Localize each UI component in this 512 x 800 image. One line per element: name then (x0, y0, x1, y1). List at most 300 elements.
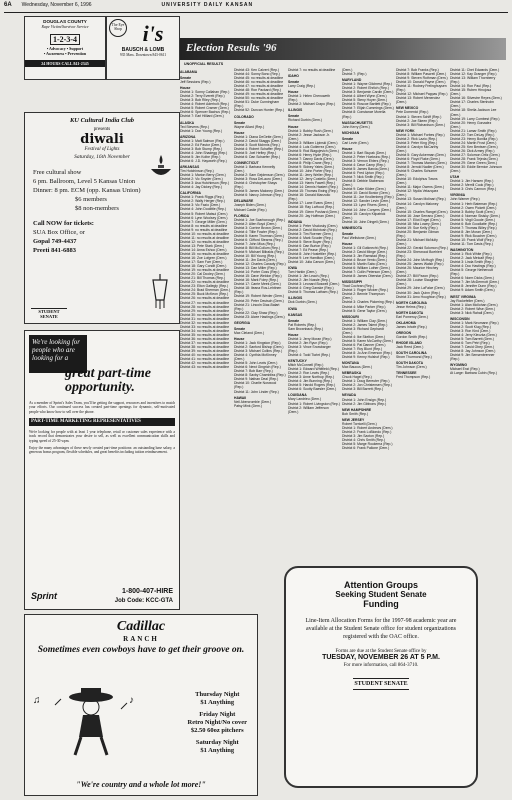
contact-2: Preeti 841-6883 (33, 247, 77, 254)
state-heading: HAWAII (234, 395, 247, 400)
result-line: District 2: Frank LoBiondo (Rep.) (342, 429, 392, 434)
result-line: District 5: John Lewis (Dem.) (234, 361, 278, 366)
state-heading: Senate (288, 318, 300, 323)
state-heading: House (288, 124, 299, 129)
result-line: District 6: Floyd Flake (Dem.) (396, 156, 440, 161)
result-line: District 8: Jo Ann Emerson (Rep.) (342, 351, 393, 356)
result-line: Robert Torricelli (Dem.) (342, 421, 377, 426)
result-line: District 3: Anne Northup (Rep.) (288, 375, 335, 380)
state-heading: ILLINOIS (288, 108, 303, 113)
result-line: District 25: Buck McKeon (Rep.) (180, 292, 229, 297)
result-line: District 14: Anna Eshoo (Dem.) (180, 247, 227, 252)
result-line: District 3: Chris Cannon (Rep.) (450, 187, 497, 192)
sponsor-logo: STUDENT SENATE (31, 308, 67, 319)
result-line: District 10: Bill Young (Rep.) (234, 254, 277, 259)
result-line: District 20: Peter Deutsch (Dem.) (234, 298, 284, 303)
result-line: District 1: Jack Kingston (Rep.) (234, 340, 281, 345)
result-line: District 2: Scott Klug (Rep.) (450, 324, 491, 329)
result-line: District 8: Philip Crane (Rep.) (288, 160, 332, 165)
result-line: District 26: no results at deadline (180, 296, 230, 301)
result-line: District 4: Greg Ganske (Rep.) (288, 286, 334, 291)
result-line: District 4: Robert Aderholt (Rep.) (180, 102, 229, 107)
result-line: District 2: Owen Pickett (Dem.) (450, 205, 497, 210)
result-line: District 10: Donald Payne (Dem.) (396, 80, 446, 85)
result-line: District 31: Amo Houghton (Rep.) (396, 294, 446, 299)
result-line: District 7: Roy Blunt (Rep.) (342, 347, 383, 351)
saturday-deal: $1 Anything (200, 747, 235, 754)
result-line: District 5: Thomas Latham (Rep.) (288, 290, 338, 295)
result-line: District 3: Vic Fazio (Dem.) (180, 203, 221, 208)
result-line: District 2: Bennie Thompson (Dem.) (342, 292, 385, 301)
result-line: Joseph Biden (Dem.) (234, 203, 266, 208)
eye-shop-logo: i's (142, 21, 164, 46)
result-line: District 6: Bob Goodlatte (Rep.) (450, 221, 498, 226)
result-line: District 48: Ron Packard (Rep.) (234, 88, 281, 93)
result-line: District 10: Julia Carson (Dem.) (288, 260, 336, 265)
state-heading: ALABAMA (180, 70, 198, 74)
result-line: District 6: Tom Petri (Rep.) (450, 341, 490, 346)
result-line: Michael Enzi (Rep.) (450, 367, 480, 372)
results-title: Election Results '96 (186, 42, 277, 54)
result-line: District 1: Jim Hansen (Rep.) (450, 179, 494, 184)
state-heading: NEW JERSEY (342, 417, 365, 422)
result-line: District 15: Charles Rangel (Dem.) (396, 209, 448, 214)
result-line: Thad Cochran (Rep.) (342, 284, 374, 289)
result-line: District 6: Spencer Bachus (Rep.) (180, 110, 231, 115)
result-line: District 2: Sam Gejdenson (Dem.) (234, 173, 285, 178)
result-line: District 3: Scott McInnis (Rep.) (234, 142, 280, 147)
result-line: District 10: no results at deadline (180, 231, 230, 236)
result-line: District 2: Jim Nussle (Rep.) (288, 278, 331, 283)
result-line: District 3: Vince Snowbarger (Rep.) (288, 344, 331, 353)
result-line: District 8: Constance Morella (Rep.) (342, 110, 386, 119)
result-line: District 15: Thomas Ewing (Rep.) (288, 189, 338, 194)
result-line: District 2: Sanford Bishop (Dem.) (234, 345, 284, 349)
result-line: District 25: James Walsh (Rep.) (396, 262, 444, 267)
result-line: District 8: Saxby Chambliss (Rep.) (234, 373, 286, 378)
result-line: District 26: Maurice Hinchey (Dem.) (396, 266, 439, 275)
result-line: District 13: William Thornberry (Rep.) (450, 76, 496, 85)
result-line: District 23: Alcee Hastings (Dem.) (234, 314, 285, 319)
result-line: District 11: Chet Edwards (Dem.) (450, 68, 500, 72)
sprint-body-3: Enjoy the many advantages of these newly created part-time positions: an outstanding base salary, a generous bonus program, flexible schedules, and great benefits including tuition reimbursement. (29, 446, 175, 455)
result-line: District 9: Sidney Yates (Dem.) (288, 164, 335, 169)
result-line: District 8: no results at deadline (180, 223, 228, 228)
result-line: District 1: Mark Neumann (Rep.) (450, 320, 499, 325)
result-line: District 5: Robert Matsui (Dem.) (180, 211, 228, 216)
result-line: District 24: Brad Sherman (Dem.) (180, 288, 231, 293)
result-line: District 30: Eddie Bernice Johnson (Dem.) (450, 165, 502, 174)
result-line: District 3: Bobby Scott (Dem.) (450, 209, 495, 214)
result-line: Strom Thurmond (Rep.) (396, 355, 432, 360)
festival-subtitle: Festival of Lights (84, 147, 120, 152)
state-heading: FLORIDA (234, 213, 250, 218)
friday-deal: $2.50 60oz pitchers (190, 727, 244, 734)
result-line: District 2: Joe Skeen (Rep.) (396, 118, 438, 123)
result-line: Pat Roberts (Rep.) (288, 322, 317, 327)
result-line: District 3: Corrine Brown (Dem.) (234, 225, 283, 230)
result-line: Patsy Mink (Dem.) (234, 403, 262, 408)
result-line: District 45: no results at deadline (234, 76, 284, 81)
result-line: District 9: Steven Rothman (Dem.) (396, 76, 448, 81)
result-line: James Inhofe (Rep.) (396, 324, 427, 329)
result-line: Tim Hutchinson (Rep.) (180, 169, 214, 174)
result-line: District 7: Thomas Manton (Dem.) (396, 161, 447, 166)
event-venue: 6 pm. Ballroom, Level 5 Kansas Union (33, 178, 136, 185)
result-line: District 5: Marge Roukema (Rep.) (342, 441, 393, 446)
results-column (342, 68, 394, 562)
result-line: District 1: Jerry Moran (Rep.) (288, 336, 332, 341)
senate-due: Forms are due at the Student Senate office by (335, 649, 427, 654)
result-line: District 4: Christopher Shays (Rep.) (234, 181, 277, 190)
result-line: District 22: Tom DeLay (Rep.) (450, 132, 495, 137)
result-line: District 10: John Porter (Rep.) (288, 169, 333, 174)
diwali-title: diwali (80, 132, 124, 147)
result-line: District 2: Robert Wise (Dem.) (450, 306, 496, 311)
result-line: District 17: Lane Evans (Dem.) (288, 201, 335, 206)
result-line: Earl Pomeroy (Dem.) (396, 314, 428, 319)
result-line: Sam Brownback (Rep.) (288, 326, 324, 331)
result-line: District 5: Steve Buyer (Rep.) (288, 239, 332, 244)
cowboy-icon (51, 685, 131, 762)
result-line: District 7: Earl Hilliard (Dem.) (180, 114, 224, 119)
result-line: Chuck Hagel (Rep.) (342, 375, 372, 380)
result-line: District 6: Fred Upton (Rep.) (342, 171, 385, 176)
presents-label: presents (93, 127, 111, 132)
contact-1: Gopal 749-4437 (33, 238, 77, 245)
result-line: District 7: David Obey (Dem.) (450, 345, 495, 350)
result-line: District 5: George Nethercutt (Rep.) (450, 268, 493, 277)
result-line: District 1: Gil Gutknecht (Rep.) (342, 245, 388, 250)
result-line: District 2: Ed Pastor (Dem.) (180, 142, 222, 147)
state-heading: COLORADO (234, 114, 254, 119)
result-line: District 14: Carolyn Maloney (Dem.) (396, 201, 439, 210)
result-line: District 10: Charlie Norwood (Rep.) (234, 381, 277, 390)
result-line: District 3: Michael Collins (Rep.) (234, 349, 283, 354)
result-line: District 6: Nancy Johnson (Rep.) (234, 193, 283, 198)
sprint-subhead: PART-TIME MARKETING REPRESENTATIVES (29, 418, 175, 426)
cadillac-headline: Sometimes even cowboys have to get their groove on. (37, 645, 245, 655)
senate-deadline: TUESDAY, NOVEMBER 26 AT 5 P.M. (322, 654, 440, 661)
result-line: District 11: Jim Davis (Dem.) (234, 258, 277, 263)
result-line: District 9: Nathan Deal (Rep.) (234, 377, 279, 382)
result-line: District 15: no results at deadline (180, 251, 230, 256)
result-line: District 20: Cal Dooley (Dem.) (180, 272, 225, 277)
result-line: District 38: no results at deadline (180, 345, 230, 350)
ad-line-1: • Advocacy • Support (46, 46, 84, 51)
result-line: Jay Rockefeller (Dem.) (450, 298, 485, 303)
issue-date: Wednesday, November 6, 1996 (21, 2, 92, 8)
result-line: Jeff Sessions (Rep.) (180, 80, 211, 85)
result-line: District 7: Nick Smith (Rep.) (342, 175, 384, 180)
result-line: District 2: David McIntosh (Rep.) (288, 227, 337, 232)
result-line: District 3: Tim Roemer (Dem.) (288, 231, 333, 236)
result-line: Carl Levin (Dem.) (342, 140, 369, 145)
result-line: Max Baucus (Dem.) (342, 365, 372, 370)
result-line: District 43: no results at deadline (180, 365, 230, 370)
state-heading: OKLAHOMA (396, 320, 416, 325)
ad-line-2: • Awareness • Prevention (43, 50, 87, 56)
result-line: District 3: Rosa DeLauro (Dem.) (234, 177, 283, 182)
result-line: District 7: Thomas Bliley (Rep.) (450, 225, 497, 230)
result-line: District 1: Roger Wicker (Rep.) (342, 288, 388, 293)
result-line: District 14: John Conyers (Dem.) (342, 207, 392, 212)
result-line: (Dem.) (342, 68, 353, 72)
result-line: District 6: Dan Schaefer (Rep.) (234, 154, 281, 159)
result-line: District 3: Bob Riley (Rep.) (180, 98, 220, 103)
result-line: Wayne Allard (Rep.) (234, 124, 265, 129)
sprint-headline: We're looking for people who are looking for a (29, 335, 87, 373)
state-heading: House (234, 130, 245, 135)
result-line: District 2: William Jefferson (Dem.) (288, 405, 329, 414)
music-note-icon: ♫ (33, 695, 41, 706)
result-line: District 14: Porter Goss (Rep.) (234, 270, 280, 275)
state-heading: ARKANSAS (180, 164, 200, 169)
result-line: District 12: Jerry Costello (Dem.) (288, 177, 337, 182)
result-line: District 19: Sue Kelly (Rep.) (396, 225, 438, 230)
result-line: District 19: Larry Combest (Rep.) (450, 116, 500, 121)
state-heading: LOUISIANA (288, 393, 307, 398)
result-line: District 3: Bob Stump (Rep.) (180, 146, 223, 151)
result-line: District 2: Terry Everett (Rep.) (180, 94, 225, 99)
result-line: District 29: no results at deadline (180, 308, 230, 313)
result-line: District 29: Gene Green (Dem.) (450, 161, 497, 166)
result-line: District 2: Allen Boyd (Dem.) (234, 221, 277, 226)
result-line: District 3: Ron Kind (Dem.) (450, 328, 491, 333)
result-line: District 13: Dan Miller (Rep.) (234, 266, 277, 271)
box-office: SUA Box Office, or (33, 229, 85, 236)
tickets-call: Call NOW for tickets: (33, 220, 94, 227)
state-heading: DELAWARE (234, 199, 254, 204)
result-line: District 50: no results at deadline (234, 96, 284, 101)
page-number: 6A (4, 2, 12, 8)
sprint-body-1: As a member of Sprint's Sales Team, you'll be getting the support, resources and incentives to match your efforts. Our continued success has created part-time openings for dynamic, self-motivated people who know how to sell over the phone. (29, 401, 175, 414)
result-line: District 44: Sonny Bono (Rep.) (234, 72, 280, 77)
result-line: District 22: Clay Shaw (Rep.) (234, 310, 278, 315)
result-line: District 10: Frank Wolf (Rep.) (450, 237, 494, 242)
result-line: District 1: Frank Riggs (Rep.) (180, 195, 224, 200)
result-line: District 34: no results at deadline (180, 328, 230, 333)
results-subtitle: UNOFFICIAL RESULTS (184, 62, 224, 66)
sprint-job-ad (24, 330, 180, 610)
state-heading: House (180, 86, 191, 91)
result-line: District 9: Adam Smith (Dem.) (450, 288, 495, 293)
result-line: Pete Domenici (Rep.) (396, 110, 429, 115)
result-line: District 7: John Mica (Rep.) (234, 241, 275, 246)
result-line: District 36: no results at deadline (180, 336, 230, 341)
result-line: District 6: Norm Dicks (Dem.) (450, 276, 494, 281)
result-line: District 2: David Skaggs (Dem.) (234, 138, 282, 143)
result-line: District 11: Tom Davis (Rep.) (450, 241, 493, 246)
eye-shop-ad (106, 16, 180, 80)
state-heading: Senate (234, 326, 246, 331)
result-line: District 8: William Pascrell (Dem.) (396, 72, 447, 77)
result-line: At Large: Barbara Cubin (Rep.) (450, 371, 497, 376)
result-line: District 8: Jim Moran (Dem.) (450, 229, 493, 234)
result-line: District 21: Lamar Smith (Rep.) (450, 128, 497, 133)
state-heading: House (342, 241, 353, 246)
result-line: District 23: Elton Gallegly (Rep.) (180, 284, 229, 289)
result-line: District 4: Norman Sisisky (Dem.) (450, 213, 500, 218)
result-line: District 16: Jose Serrano (Dem.) (396, 213, 445, 218)
thursday-label: Thursday Night (195, 691, 240, 698)
state-heading: NORTH CAROLINA (396, 300, 427, 305)
result-line: District 4: Jim Bunning (Rep.) (288, 379, 333, 384)
result-line: District 5: Martin Sabo (Dem.) (342, 262, 387, 267)
state-heading: SOUTH CAROLINA (396, 351, 427, 356)
result-line: District 30: no results at deadline (180, 312, 230, 317)
result-line: District 15: Ruben Hinojosa (Dem.) (450, 88, 492, 97)
cadillac-logo: Cadillac (116, 619, 166, 634)
result-line: District 14: Dennis Hastert (Rep.) (288, 185, 338, 190)
result-line: District 3: Asa Hutchinson (Rep.) (180, 181, 229, 186)
friday-theme: Retro Night/No cover (187, 719, 247, 726)
result-line: District 6: Newt Gingrich (Rep.) (234, 365, 281, 370)
result-line: District 28: Louise Slaughter (Dem.) (396, 278, 439, 287)
result-line: District 18: Sheila Jackson Lee (Dem.) (450, 108, 497, 117)
result-line: District 37: no results at deadline (180, 341, 230, 345)
result-line: District 41: no results at deadline (180, 357, 230, 362)
result-line: District 40: no results at deadline (180, 353, 230, 358)
result-line: District 5: Virgil Goode (Dem.) (450, 217, 495, 222)
result-line: District 16: John Dingell (Dem.) (342, 219, 389, 224)
result-line: District 21: Bill Thomas (Rep.) (180, 276, 225, 281)
result-line: District 1: Bobby Rush (Dem.) (288, 128, 333, 133)
senate-body: Line-Item Allocation Forms for the 1997-98 academic year are available at the Student Senate office for student organizations registered with the OAC office. (305, 618, 457, 640)
result-line: District 4: Albert Wynn (Dem.) (342, 94, 387, 99)
result-line: District 2: Merrill Cook (Rep.) (450, 183, 494, 188)
result-line: Tim Johnson (Dem.) (396, 365, 427, 370)
result-line: District 12: Michael Pappas (Rep.) (396, 92, 448, 97)
result-line: District 17: Sam Farr (Dem.) (180, 260, 223, 265)
dinner-info: Dinner: 8 pm. ECM (opp. Kansas Union) (33, 187, 141, 194)
result-line: Mitch McConnell (Rep.) (288, 363, 324, 368)
state-heading: KANSAS (288, 312, 303, 317)
state-heading: OREGON (396, 330, 412, 335)
club-name: KU Cultural India Club (69, 117, 135, 124)
result-line: District 7: Bob Barr (Rep.) (234, 369, 273, 374)
result-line: District 3: Bill Barrett (Rep.) (342, 387, 384, 392)
result-line: District 32: no results at deadline (180, 320, 230, 325)
result-line: Jesse Helms (Rep.) (396, 304, 426, 309)
result-line: District 3: Jim Ramstad (Rep.) (342, 253, 388, 258)
result-line: District 4: John Shadegg (Rep.) (180, 150, 228, 155)
result-line: District 4: Carolyn McCarthy (Dem.) (396, 144, 439, 153)
result-line: District 6: Frank Pallone (Dem.) (342, 446, 390, 451)
result-line: District 49: no results at deadline (234, 92, 284, 97)
result-line: District 7: Danny Davis (Dem.) (288, 156, 334, 161)
result-line: District 2: Rick Lazio (Rep.) (396, 136, 438, 141)
result-line: District 11: Joe Knollenberg (Rep.) (342, 195, 394, 200)
state-heading: NEW HAMPSHIRE (342, 407, 372, 412)
result-line: District 5: Harold Rogers (Rep.) (288, 383, 336, 388)
state-heading: NEW YORK (396, 128, 415, 133)
newspaper-name: UNIVERSITY DAILY KANSAN (161, 2, 254, 8)
result-line: District 4: Mark Souder (Rep.) (288, 235, 333, 240)
result-line: District 47: no results at deadline (234, 84, 284, 89)
result-line: Neil Abercrombie (Dem.) (234, 399, 272, 404)
result-line: District 4: Todd Tiahrt (Rep.) (288, 353, 331, 357)
state-heading: SOUTH DAKOTA (396, 361, 424, 366)
result-line: Gordon Smith (Rep.) (396, 334, 428, 339)
result-line: District 12: no results at deadline (180, 239, 230, 244)
sprint-phone: 1-800-407-HIRE (122, 588, 173, 595)
result-line: District 22: Gerald Solomon (Rep.) (396, 246, 448, 251)
result-line: District 9: Dale Kildee (Dem.) (342, 187, 386, 192)
result-line: District 8: Jay Johnson (Dem.) (450, 349, 496, 354)
state-heading: Senate (342, 231, 354, 236)
result-line: District 15: Carolyn Kilpatrick (Dem.) (342, 211, 386, 220)
result-line: District 5: Karen Thurman (Dem.) (234, 233, 284, 238)
result-line: District 15: Dave Weldon (Rep.) (234, 274, 282, 279)
result-line: District 2: Wally Herger (Rep.) (180, 199, 225, 204)
result-line: District 3: Peter King (Rep.) (396, 140, 438, 145)
non-member-price: $8 non-members (75, 205, 119, 212)
student-senate-funding-ad (284, 566, 478, 788)
result-line: District 4: Cynthia McKinney (Dem.) (234, 353, 277, 362)
result-line: District 4: Jay Dickey (Rep.) (180, 185, 222, 190)
thursday-deal: $1 Anything (200, 699, 235, 706)
result-line: District 10: Edolphus Towns (Dem.) (396, 177, 438, 186)
state-heading: WASHINGTON (450, 248, 474, 253)
result-line: District 1: John Ensign (Rep.) (342, 397, 387, 402)
result-line: District 2: Jack Metcalf (Rep.) (450, 256, 495, 261)
result-line: District 13: Robert Menendez (Dem.) (396, 96, 440, 105)
result-line: District 3: Nick Rahall (Dem.) (450, 310, 494, 315)
state-heading: CALIFORNIA (180, 191, 201, 196)
result-line: District 28: Frank Tejeda (Dem.) (450, 157, 498, 162)
brand-name: BAUSCH & LOMB (121, 47, 165, 53)
result-line: District 27: Solomon Ortiz (Dem.) (450, 152, 500, 157)
result-line: District 1: Steven Schiff (Rep.) (396, 114, 442, 119)
results-column (288, 68, 340, 562)
event-name: Free cultural show (33, 169, 82, 176)
state-heading: IOWA (288, 306, 298, 311)
result-line: District 43: Ken Calvert (Rep.) (234, 68, 280, 72)
result-line: District 2: David Minge (Dem.) (342, 249, 388, 254)
senate-title-2: Seeking Student Senate (335, 590, 427, 599)
senate-info: For more information, call 864-3710. (343, 663, 419, 668)
result-line: District 1: Alan Mollohan (Dem.) (450, 302, 498, 307)
state-heading: Senate (288, 114, 300, 119)
result-line: District 1: Barbara Kennelly (Dem.) (234, 165, 276, 174)
results-column (180, 68, 232, 608)
result-line: District 1: Robert Livingston (Rep.) (288, 401, 340, 406)
state-heading: ARIZONA (180, 134, 196, 139)
result-line: District 13: Lynn Rivers (Dem.) (342, 203, 389, 208)
results-column (234, 68, 286, 608)
result-line: District 9: Kenny Hulshof (Rep.) (342, 355, 390, 360)
state-heading: TENNESSEE (396, 371, 417, 376)
result-line: District 7: Elijah Cummings (Dem.) (342, 106, 394, 111)
result-line: John Kerry (Dem.) (342, 124, 370, 129)
result-line: District 18: Ileana Ros-Lehtinen (Rep.) (234, 286, 282, 295)
result-line: Tom Harkin (Dem.) (288, 270, 317, 275)
result-line: District 13: Harris Fawell (Rep.) (288, 181, 336, 186)
result-line: District 9: no results at deadline (180, 227, 228, 232)
result-line: District 28: no results at deadline (180, 304, 230, 309)
result-line: Paul Wellstone (Dem.) (342, 235, 376, 240)
ranch-logo: RANCH (123, 635, 159, 643)
result-line: District 2: Michael Crapo (Rep.) (288, 102, 336, 107)
result-line: District 8: Debbie Stabenow (Dem.) (342, 179, 384, 188)
result-line: District 3: Charles Pickering (Rep.) (342, 300, 394, 305)
result-line: District 9: Lee Hamilton (Dem.) (288, 256, 335, 261)
result-line: District 12: Charles Canady (Rep.) (234, 262, 286, 267)
result-line: District 5: Robert Cramer (Dem.) (180, 106, 229, 111)
result-line: District 9: Rick Boucher (Dem.) (450, 233, 497, 238)
result-line: District 1: Robert Andrews (Dem.) (342, 425, 393, 430)
